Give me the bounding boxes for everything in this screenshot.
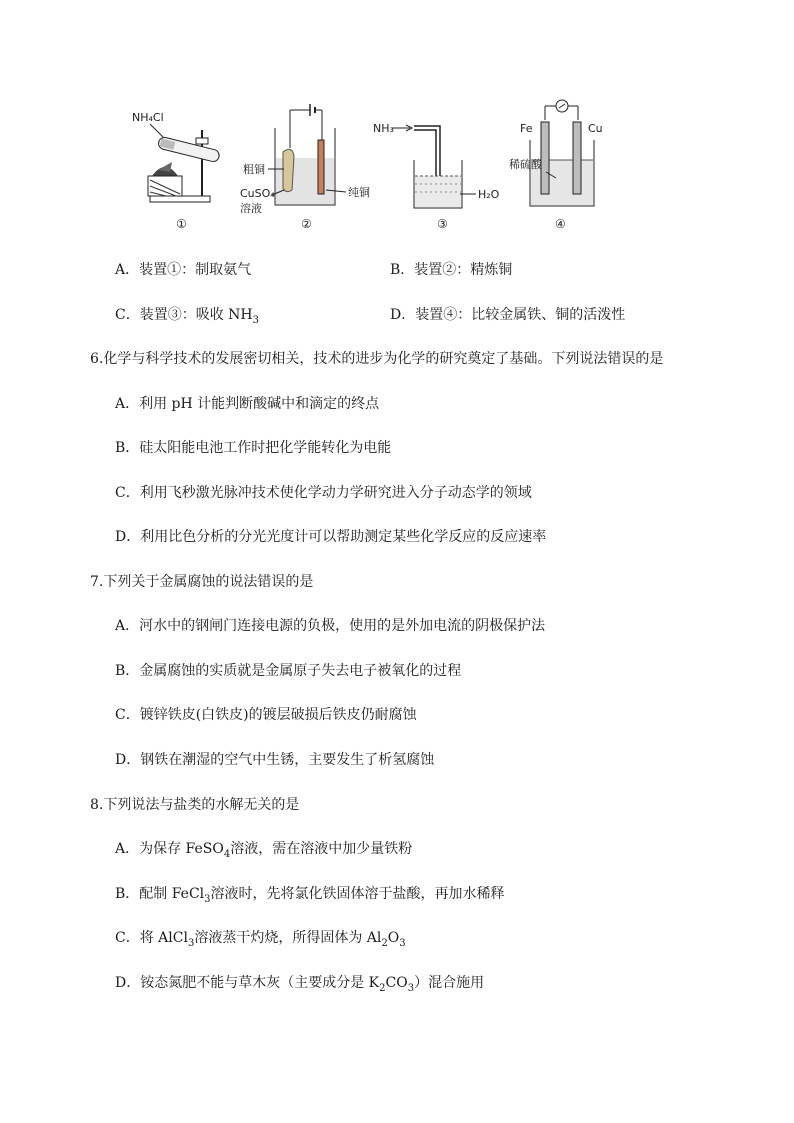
fig4-fe-label: Fe <box>520 122 533 135</box>
q8-b-part1: B．配制 FeCl <box>115 886 205 902</box>
q8-d-part1: D．铵态氮肥不能与草木灰（主要成分是 K <box>115 975 380 991</box>
q7-option-c: C．镀锌铁皮(白铁皮)的镀层破损后铁皮仍耐腐蚀 <box>115 707 417 723</box>
fig2-pure-copper-label: 纯铜 <box>348 186 370 199</box>
q8-d-sub1: 2 <box>379 982 386 994</box>
q5-option-c-sub: 3 <box>252 314 259 326</box>
q7-option-d: D．钢铁在潮湿的空气中生锈，主要发生了析氢腐蚀 <box>115 752 435 768</box>
fig3-gas-label: NH₃ <box>373 122 394 135</box>
q8-d-part3: ）混合施用 <box>414 975 485 991</box>
q5-option-c <box>115 305 259 325</box>
figure-3-nh3-absorption <box>373 122 500 231</box>
fig4-acid-label: 稀硫酸 <box>509 158 542 171</box>
q5-option-a: A．装置①：制取氨气 <box>115 262 252 278</box>
fig3-water-label: H₂O <box>478 188 500 201</box>
fig1-reagent-label: NH₄Cl <box>132 111 164 124</box>
fig3-number: ③ <box>437 217 448 231</box>
q8-c-part2: 溶液蒸干灼烧，所得固体为 Al <box>194 930 382 946</box>
q8-c-part3: O <box>387 930 400 946</box>
figure-4-fe-cu-cell <box>509 100 603 231</box>
figure-2-copper-refining <box>240 104 370 231</box>
fig2-number: ② <box>301 217 312 231</box>
q8-a-part1: A．为保存 FeSO <box>115 841 224 857</box>
q5-option-b: B．装置②：精炼铜 <box>390 262 513 278</box>
q6-option-b: B．硅太阳能电池工作时把化学能转化为电能 <box>115 440 392 456</box>
q7-option-b: B．金属腐蚀的实质就是金属原子失去电子被氧化的过程 <box>115 663 462 679</box>
q8-b-part2: 溶液时，先将氯化铁固体溶于盐酸，再加水稀释 <box>210 886 505 902</box>
q8-option-a <box>115 839 412 859</box>
fig4-number: ④ <box>555 217 566 231</box>
q8-option-c <box>115 928 406 948</box>
fig2-crude-copper-label: 粗铜 <box>243 163 265 176</box>
q5-option-c-text: C．装置③：吸收 NH <box>115 307 253 323</box>
fig4-cu-label: Cu <box>588 122 603 135</box>
q8-option-d <box>115 973 484 993</box>
q5-option-d: D．装置④：比较金属铁、铜的活泼性 <box>390 307 626 323</box>
fig2-solution-label-2: 溶液 <box>240 202 262 215</box>
q6-stem: 6.化学与科学技术的发展密切相关，技术的进步为化学的研究奠定了基础。下列说法错误的是 <box>90 351 664 367</box>
q8-stem: 8.下列说法与盐类的水解无关的是 <box>90 797 300 813</box>
q6-option-c: C．利用飞秒激光脉冲技术使化学动力学研究进入分子动态学的领域 <box>115 485 532 501</box>
q8-c-sub2: 2 <box>381 937 388 949</box>
q8-option-b <box>115 884 505 904</box>
q8-d-part2: CO <box>385 975 408 991</box>
q7-option-a: A．河水中的钢闸门连接电源的负极，使用的是外加电流的阴极保护法 <box>115 618 546 634</box>
q8-a-part2: 溶液，需在溶液中加少量铁粉 <box>230 841 413 857</box>
q7-stem: 7.下列关于金属腐蚀的说法错误的是 <box>90 574 314 590</box>
figure-1-nh4cl-heating <box>132 111 220 231</box>
q6-option-d: D．利用比色分析的分光光度计可以帮助测定某些化学反应的反应速率 <box>115 529 547 545</box>
q8-c-sub1: 3 <box>187 937 195 949</box>
q8-a-sub: 4 <box>223 848 231 860</box>
q6-option-a: A．利用 pH 计能判断酸碱中和滴定的终点 <box>115 396 380 412</box>
q8-c-part1: C．将 AlCl <box>115 930 188 946</box>
q8-b-sub: 3 <box>204 893 211 905</box>
fig1-number: ① <box>176 217 187 231</box>
q8-c-sub3: 3 <box>399 937 406 949</box>
apparatus-figures <box>0 0 794 240</box>
q8-d-sub2: 3 <box>407 982 415 994</box>
fig2-solution-label-1: CuSO₄ <box>240 187 275 200</box>
